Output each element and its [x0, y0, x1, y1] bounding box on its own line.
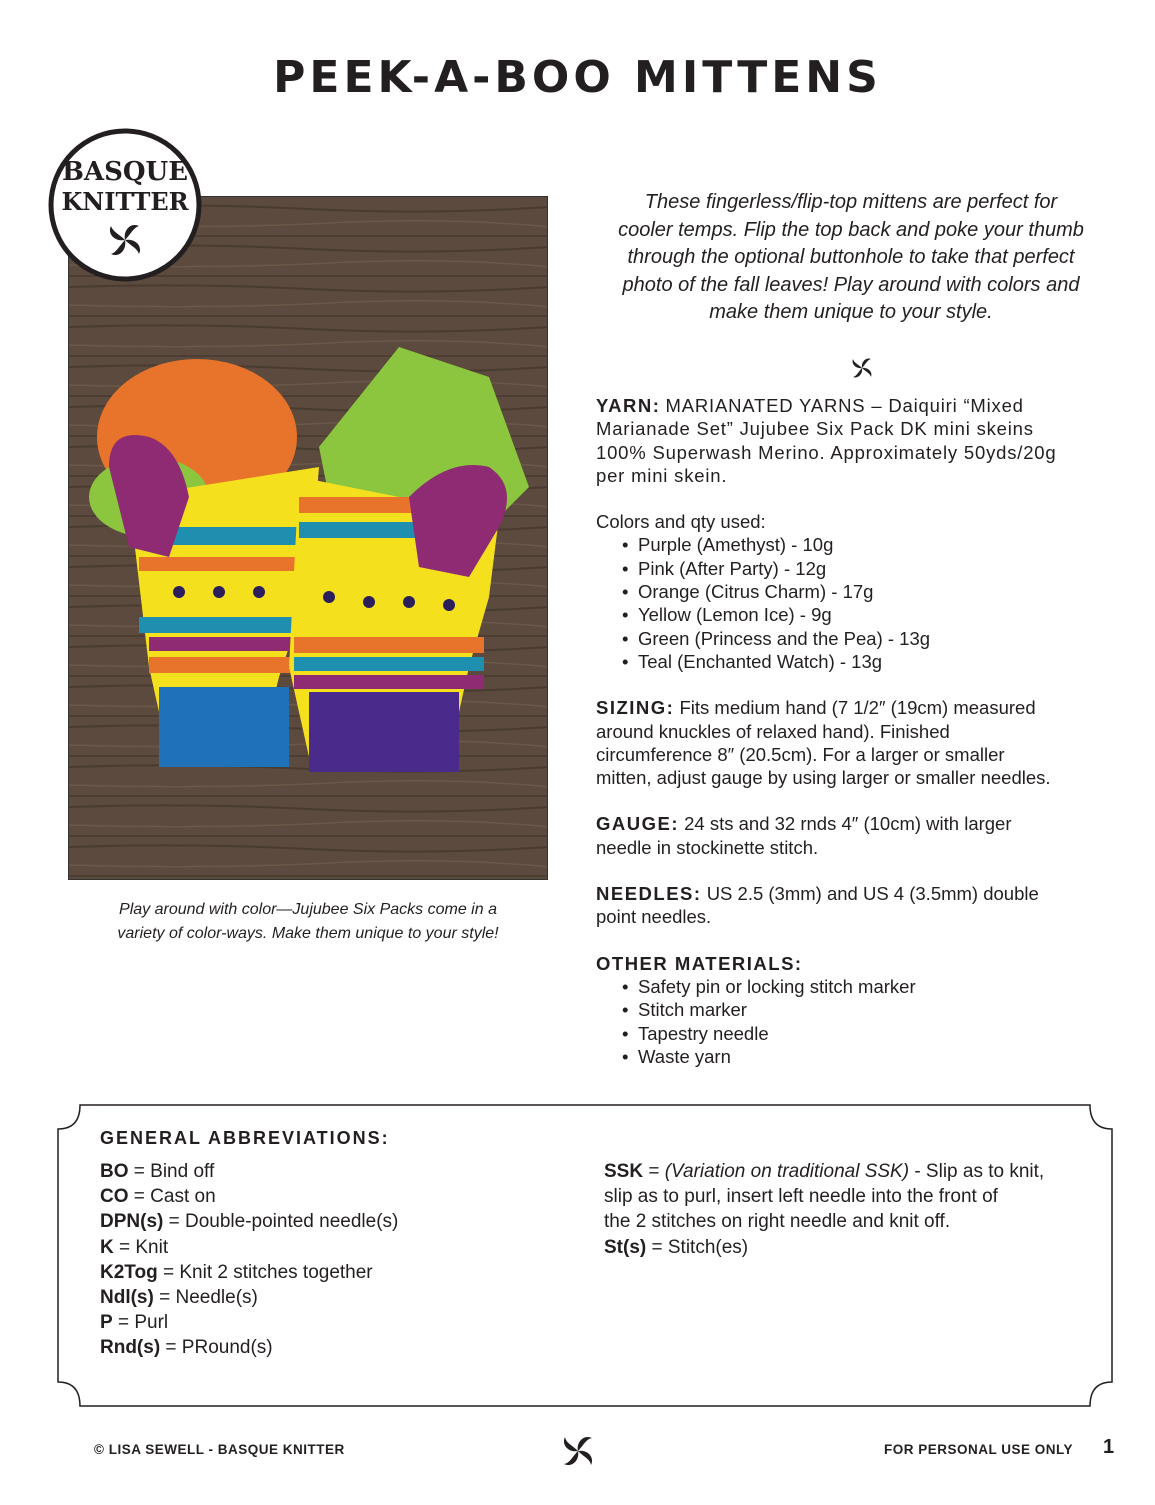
page-number: 1: [1103, 1436, 1115, 1458]
abbr-text: = Bind off: [128, 1161, 215, 1182]
gauge-line: needle in stockinette stitch.: [596, 836, 819, 858]
yarn-line: 100% Superwash Merino. Approximately 50yds/20g: [596, 441, 1057, 463]
logo-line2: KNITTER: [61, 187, 189, 216]
abbr-text: the 2 stitches on right needle and knit off.: [604, 1211, 951, 1233]
intro-line: through the optional buttonhole to take that perfect: [627, 246, 1075, 268]
color-item: • Purple (Amethyst) - 10g: [622, 533, 1126, 556]
sizing-line: mitten, adjust gauge by using larger or smaller needles.: [596, 767, 1051, 789]
abbr-text: = Knit: [113, 1236, 169, 1258]
colors-list: [596, 533, 1126, 673]
material-item: • Waste yarn: [622, 1045, 1126, 1068]
abbr-key: St(s): [604, 1236, 647, 1258]
gauge-line: 24 sts and 32 rnds 4″ (10cm) with larger: [684, 813, 1012, 835]
copyright-footer: © LISA SEWELL - BASQUE KNITTER: [94, 1442, 345, 1457]
basque-cross-icon: [850, 356, 874, 380]
needles-line: US 2.5 (3mm) and US 4 (3.5mm) double: [706, 883, 1039, 905]
yarn-line: MARIANATED YARNS – Daiquiri “Mixed: [665, 395, 1024, 416]
sizing-label: SIZING:: [596, 697, 675, 719]
material-item: • Stitch marker: [622, 998, 1126, 1021]
basque-knitter-logo: [48, 128, 202, 282]
abbr-text: = Double-pointed needle(s): [163, 1211, 399, 1233]
intro-line: make them unique to your style.: [709, 301, 993, 323]
abbreviation-row-ssk: [604, 1159, 1084, 1235]
page-title: PEEK-A-BOO MITTENS: [273, 52, 882, 103]
colors-title: Colors and qty used:: [596, 511, 766, 533]
abbr-eq: =: [643, 1161, 665, 1182]
abbr-key: BO: [100, 1161, 129, 1182]
yarn-section: [596, 394, 1126, 487]
abbr-text: = Purl: [112, 1312, 169, 1334]
other-materials-list: [596, 975, 1126, 1068]
caption-line: Play around with color—Jujubee Six Packs come in a: [119, 901, 497, 918]
abbr-text: - Slip as to knit,: [909, 1161, 1045, 1182]
abbr-key: Rnd(s): [100, 1337, 161, 1359]
abbr-key: K2Tog: [100, 1261, 158, 1283]
intro-line: photo of the fall leaves! Play around with colors and: [622, 273, 1080, 296]
abbreviation-row: [100, 1285, 570, 1310]
knitted-mittens-illustration: [69, 197, 548, 880]
logo-line1: BASQUE: [61, 157, 189, 187]
abbr-key: DPN(s): [100, 1211, 164, 1233]
needles-label: NEEDLES:: [596, 883, 702, 905]
abbreviations-right-column: [604, 1159, 1084, 1260]
abbr-key: P: [100, 1312, 113, 1334]
photo-caption: [68, 898, 548, 946]
material-item: • Safety pin or locking stitch marker: [622, 975, 1126, 998]
abbreviation-row: [100, 1184, 570, 1209]
mittens-photo: [68, 196, 548, 880]
needles-line: point needles.: [596, 906, 712, 928]
intro-line: These fingerless/flip-top mittens are perfect for: [644, 191, 1058, 213]
abbr-text: = Stitch(es): [646, 1236, 749, 1258]
basque-cross-icon: [560, 1433, 596, 1469]
color-item: • Pink (After Party) - 12g: [622, 557, 1126, 580]
color-item: • Yellow (Lemon Ice) - 9g: [622, 603, 1126, 626]
color-item: • Green (Princess and the Pea) - 13g: [622, 627, 1126, 650]
material-item: • Tapestry needle: [622, 1022, 1126, 1045]
abbr-text: = Cast on: [128, 1186, 216, 1208]
abbr-key: Ndl(s): [100, 1287, 154, 1309]
abbr-note: (Variation on traditional SSK): [664, 1161, 910, 1182]
sizing-line: circumference 8″ (20.5cm). For a larger or smaller: [596, 743, 1005, 765]
sizing-line: around knuckles of relaxed hand). Finished: [596, 720, 950, 742]
abbr-key: K: [100, 1236, 114, 1258]
intro-line: cooler temps. Flip the top back and poke your thumb: [618, 218, 1084, 241]
needles-section: [596, 882, 1126, 929]
yarn-label: YARN:: [596, 395, 661, 416]
yarn-line: Marianade Set” Jujubee Six Pack DK mini skeins: [596, 418, 1034, 440]
abbreviation-row: [100, 1235, 570, 1260]
personal-use-footer: FOR PERSONAL USE ONLY: [884, 1442, 1074, 1457]
yarn-line: per mini skein.: [596, 464, 728, 486]
abbr-text: = Needle(s): [153, 1287, 258, 1309]
abbr-text: = PRound(s): [160, 1337, 273, 1359]
gauge-section: [596, 812, 1126, 859]
abbr-text: slip as to purl, insert left needle into the front of: [604, 1186, 998, 1208]
abbr-key: SSK: [604, 1161, 644, 1182]
other-materials-label: OTHER MATERIALS:: [596, 952, 803, 974]
gauge-label: GAUGE:: [596, 813, 679, 835]
intro-text: [585, 189, 1117, 327]
abbr-text: = Knit 2 stitches together: [157, 1261, 373, 1283]
color-item: • Orange (Citrus Charm) - 17g: [622, 580, 1126, 603]
abbreviation-row: [604, 1235, 1084, 1260]
abbreviation-row: [100, 1335, 570, 1360]
abbreviation-row: [100, 1310, 570, 1335]
abbreviation-row: [100, 1260, 570, 1285]
abbr-key: CO: [100, 1186, 129, 1208]
abbreviation-row: [100, 1159, 570, 1184]
sizing-section: [596, 696, 1126, 789]
caption-line: variety of color-ways. Make them unique to your style!: [117, 925, 499, 942]
abbreviations-left-column: [100, 1159, 570, 1361]
pattern-specs: [596, 394, 1126, 1091]
abbreviations-title: GENERAL ABBREVIATIONS:: [100, 1128, 390, 1148]
color-item: • Teal (Enchanted Watch) - 13g: [622, 650, 1126, 673]
sizing-line: Fits medium hand (7 1/2″ (19cm) measured: [679, 697, 1036, 719]
abbreviation-row: [100, 1209, 570, 1234]
